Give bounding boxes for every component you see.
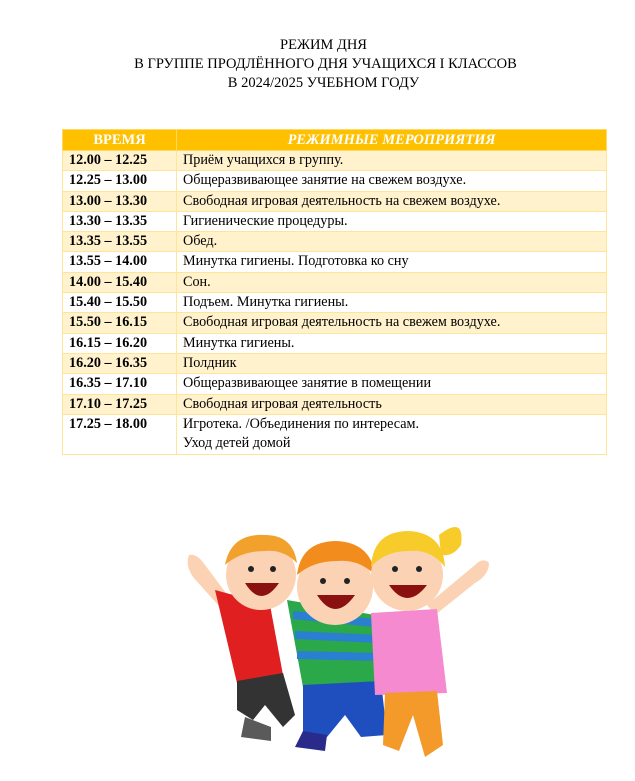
activity-cell: Минутка гигиены. Подготовка ко сну [177,252,607,272]
time-cell: 17.25 – 18.00 [63,414,177,454]
activity-cell [177,414,607,454]
table-row [63,293,607,313]
table-row [63,171,607,191]
activity-cell: Сон. [177,272,607,292]
heading-line-1: РЕЖИМ ДНЯ [280,37,367,53]
jumping-children-illustration [175,505,505,775]
activity-cell: Свободная игровая деятельность на свежем воздухе. [177,191,607,211]
time-cell: 12.00 – 12.25 [63,151,177,171]
time-cell: 16.35 – 17.10 [63,374,177,394]
time-cell: 13.30 – 13.35 [63,211,177,231]
table-row [63,252,607,272]
column-header-activity: РЕЖИМНЫЕ МЕРОПРИЯТИЯ [177,130,607,151]
boy-figure [188,535,297,741]
time-cell: 15.40 – 15.50 [63,293,177,313]
girl-figure-right [371,527,489,757]
heading-line-3: В 2024/2025 УЧЕБНОМ ГОДУ [227,75,420,91]
time-cell: 13.55 – 14.00 [63,252,177,272]
time-cell: 16.20 – 16.35 [63,353,177,373]
time-cell: 13.35 – 13.55 [63,232,177,252]
time-cell: 14.00 – 15.40 [63,272,177,292]
activity-cell: Общеразвивающее занятие на свежем воздухе. [177,171,607,191]
table-row [63,353,607,373]
heading-line-2: В ГРУППЕ ПРОДЛЁННОГО ДНЯ УЧАЩИХСЯ I КЛАССОВ [134,56,517,72]
table-row [63,191,607,211]
activity-line: Уход детей домой [183,435,291,452]
activity-cell: Приём учащихся в группу. [177,151,607,171]
table-row [63,333,607,353]
table-row [63,374,607,394]
activity-line: Игротека. /Объединения по интересам. [183,415,420,432]
time-cell: 12.25 – 13.00 [63,171,177,191]
time-cell: 15.50 – 16.15 [63,313,177,333]
activity-cell: Свободная игровая деятельность на свежем воздухе. [177,313,607,333]
activity-cell: Полдник [177,353,607,373]
activity-cell: Минутка гигиены. [177,333,607,353]
activity-cell: Обед. [177,232,607,252]
table-header-row [63,130,607,151]
table-row [63,151,607,171]
activity-cell: Общеразвивающее занятие в помещении [177,374,607,394]
column-header-time: ВРЕМЯ [63,130,177,151]
time-cell: 13.00 – 13.30 [63,191,177,211]
table-row [63,232,607,252]
table-row [63,272,607,292]
schedule-table [62,129,607,455]
table-row [63,211,607,231]
time-cell: 16.15 – 16.20 [63,333,177,353]
table-row [63,313,607,333]
table-row [63,414,607,454]
activity-cell: Свободная игровая деятельность [177,394,607,414]
activity-cell: Гигиенические процедуры. [177,211,607,231]
document-heading [0,36,635,93]
activity-cell: Подъем. Минутка гигиены. [177,293,607,313]
time-cell: 17.10 – 17.25 [63,394,177,414]
table-row [63,394,607,414]
